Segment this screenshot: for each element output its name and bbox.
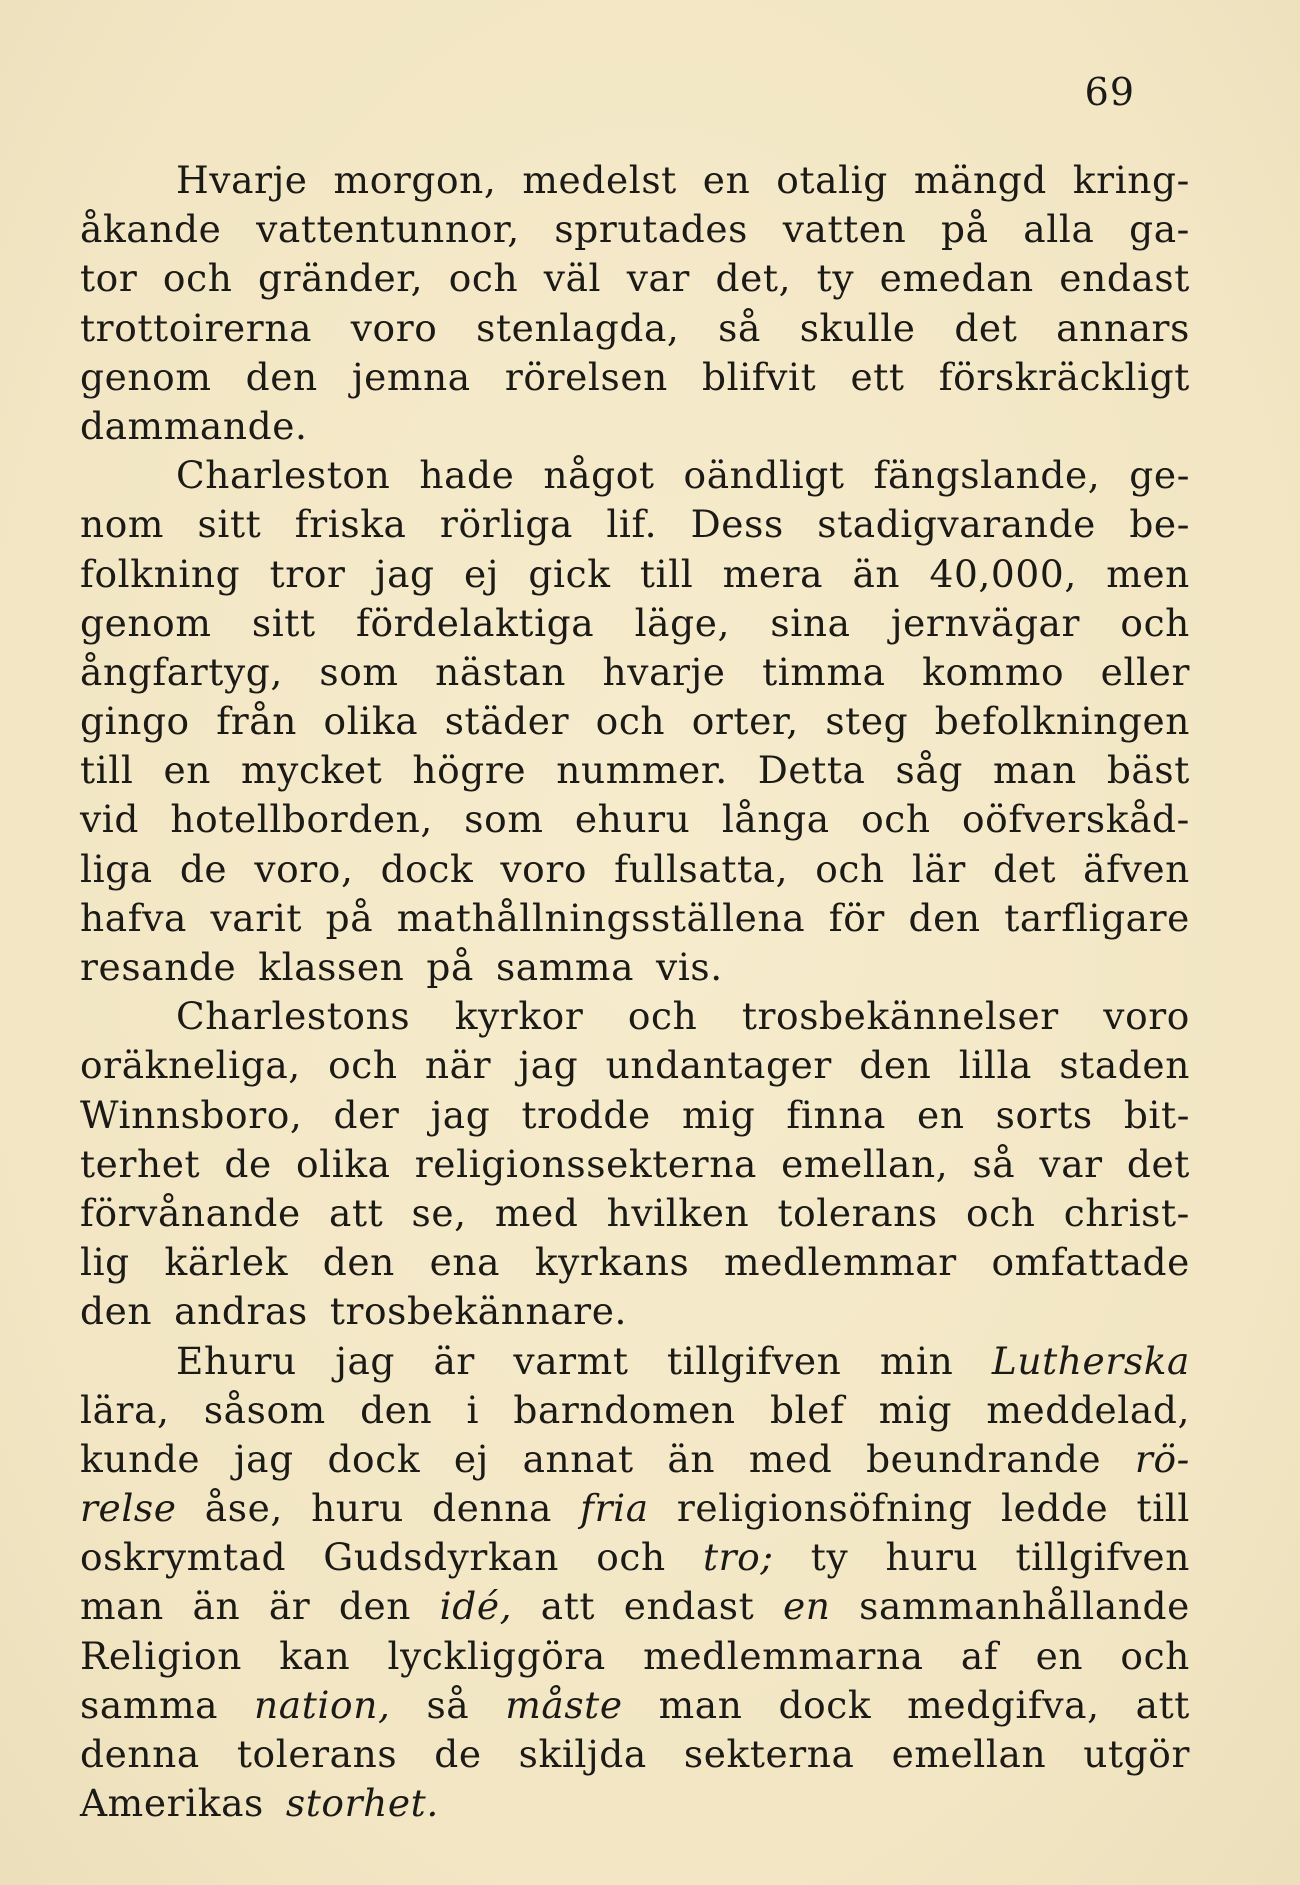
word: en [917,1092,965,1137]
text-line [80,1779,1190,1828]
word: staden [1059,1043,1190,1088]
word: fängslande, [873,453,1101,498]
word: vattentunnor, [256,207,520,252]
word: lilla [958,1043,1033,1088]
word: sprutades [554,207,749,252]
word: att [540,1584,596,1629]
text-line [80,1140,1190,1189]
word: klassen [258,945,405,989]
word: olika [295,1141,391,1186]
text-line [80,156,1190,205]
word: terhet [80,1141,201,1186]
word: denna [80,1732,200,1776]
word: sina [770,600,851,645]
word: genom [80,354,212,399]
word: Ehuru [176,1338,297,1383]
text-line [80,1386,1190,1435]
word: skulle [799,305,916,350]
word: de [179,846,228,891]
word: liga [80,846,153,891]
word: lära, [80,1387,170,1432]
word: och [448,256,519,301]
word: förskräckligt [938,354,1190,399]
text-line [80,599,1190,648]
text-line [80,1632,1190,1681]
word: rörliga [439,502,573,547]
word: till [1136,1486,1190,1531]
word: emellan, [781,1141,949,1186]
word: trosbekännare. [329,1289,628,1334]
word: mängd [913,158,1047,202]
word: den [908,895,981,940]
word: och [861,797,931,842]
italic-word: storhet. [285,1781,439,1826]
word: långa [721,797,830,842]
text-line [80,648,1190,697]
word: alla [1023,207,1095,252]
word: hvilken [606,1190,750,1235]
word: så [972,1141,1016,1186]
word: gränder, [258,256,424,301]
word: resande [80,945,237,989]
word: man [658,1682,743,1727]
word: se, [411,1190,467,1235]
text-line [80,402,1190,451]
word: religionssekterna [414,1141,757,1186]
text-line [80,1337,1190,1386]
text-line [80,697,1190,746]
word: eller [1100,649,1190,694]
word: lär [911,846,966,891]
word: mycket [241,748,383,793]
word: religionsöfning [676,1486,973,1531]
word: den [360,1387,433,1432]
word: och [1120,1633,1190,1678]
word: ge- [1129,453,1190,498]
word: bit- [1123,1092,1190,1137]
text-line [80,304,1190,353]
word: men [1106,551,1190,596]
word: trottoirerna [80,305,313,350]
word: lig [80,1240,130,1285]
word: Dess [690,502,784,547]
word: mera [722,551,824,596]
word: annars [1056,305,1190,350]
word: dock [380,846,474,891]
word: samma [495,945,635,989]
word: af [960,1633,999,1678]
word: det, [715,256,792,301]
word: varmt [513,1338,629,1383]
italic-word: Lutherska [991,1338,1190,1383]
italic-word: nation, [254,1682,391,1727]
word: der [333,1092,400,1137]
word: väl [543,256,602,301]
word: med [748,1436,833,1481]
italic-word: rö- [1134,1436,1190,1481]
word: kyrkans [534,1240,690,1285]
word: till [639,551,694,596]
word: och [965,1190,1036,1235]
word: gick [528,551,611,596]
word: städer [444,699,570,744]
word: barndomen [513,1387,736,1432]
word: jag [518,1043,579,1088]
text-line [80,205,1190,254]
word: Religion [80,1633,242,1678]
word: hvarje [602,649,726,694]
word: man [80,1584,164,1629]
word: kärlek [164,1240,289,1285]
word: trosbekännelser [741,994,1059,1039]
italic-word: relse [80,1486,177,1531]
word: jernvägar [890,600,1081,645]
word: oskrymtad [80,1535,287,1580]
word: något [543,453,655,498]
word: huru [885,1535,979,1580]
word: folkning [80,551,241,596]
word: hafva [80,895,187,940]
word: skiljda [518,1732,647,1776]
word: omfattade [991,1240,1190,1285]
text-line [80,1041,1190,1090]
page-number: 69 [1084,70,1135,114]
word: på [426,945,474,989]
word: ena [429,1240,501,1285]
word: utgör [1083,1732,1190,1776]
word: stenlagda, [476,305,680,350]
text-line [80,254,1190,303]
text-line [80,451,1190,500]
text-line [80,1533,1190,1582]
word: för [828,895,885,940]
word: meddelad, [986,1387,1190,1432]
text-line [80,1730,1190,1779]
word: en [1035,1633,1084,1678]
text-line [80,1582,1190,1631]
word: sammanhållande [859,1584,1190,1629]
word: steg [825,699,909,744]
text-line [80,1484,1190,1533]
text-line [80,500,1190,549]
word: ga- [1129,207,1190,252]
word: fördelaktiga [355,600,595,645]
word: och [596,1535,666,1580]
word: nummer. [556,748,728,793]
word: medlemmarna [643,1633,924,1678]
word: hade [419,453,515,498]
word: en [702,158,751,202]
word: Charlestons [176,994,411,1039]
word: och [595,699,666,744]
text-line [80,1287,1190,1336]
word: stadigvarande [817,502,1096,547]
text-line [80,845,1190,894]
word: befolkningen [934,699,1190,744]
word: rörelsen [504,354,668,399]
word: Winnsboro, [80,1092,303,1137]
word: kan [279,1633,351,1678]
text-line [80,1681,1190,1730]
word: andras [174,1289,308,1334]
word: dock [327,1436,421,1481]
word: voro, [254,846,354,891]
word: som [464,797,544,842]
word: sorts [995,1092,1093,1137]
word: undantager [605,1043,832,1088]
word: högre [412,748,527,793]
word: 40,000, [929,551,1077,596]
word: tillgifven [666,1338,842,1383]
word: dammande. [80,403,308,448]
word: gingo [80,699,190,744]
word: hotellborden, [170,797,433,842]
word: läge, [634,600,731,645]
word: Hvarje [176,158,308,202]
word: tror [269,551,346,596]
word: än [667,1436,716,1481]
word: oräkneliga, [80,1043,301,1088]
word: jemna [351,354,471,399]
word: tillgifven [1015,1535,1190,1580]
word: de [224,1141,272,1186]
word: christ- [1063,1190,1190,1235]
text-line [80,550,1190,599]
word: den [322,1240,395,1285]
word: är [433,1338,475,1383]
word: be- [1129,502,1190,547]
word: Amerikas [80,1781,264,1826]
text-line [80,992,1190,1041]
word: vis. [656,945,723,989]
word: blifvit [702,354,817,399]
word: man [992,748,1077,793]
word: ehuru [574,797,691,842]
word: den [338,1584,412,1629]
body-text [80,156,1190,1828]
italic-word: en [782,1584,831,1629]
word: och [162,256,233,301]
italic-word: tro; [702,1535,774,1580]
word: Gudsdyrkan [323,1535,559,1580]
italic-word: idé, [439,1584,513,1629]
word: annat [522,1436,634,1481]
word: medgifva, [907,1682,1100,1727]
text-line [80,1238,1190,1287]
word: orter, [691,699,799,744]
word: beundrande [866,1436,1102,1481]
word: såsom [203,1387,326,1432]
word: och [328,1043,398,1088]
word: fullsatta, [614,846,789,891]
word: bäst [1106,748,1190,793]
word: jag [233,1436,294,1481]
italic-word: måste [505,1682,623,1727]
word: var [1039,1141,1103,1186]
word: det [954,305,1018,350]
word: sekterna [683,1732,855,1776]
word: emedan [879,256,1034,301]
word: Detta [757,748,866,793]
word: endast [623,1584,755,1629]
word: morgon, [333,158,497,202]
word: och [815,846,885,891]
word: på [325,895,374,940]
word: till [80,748,134,793]
word: förvånande [80,1190,301,1235]
word: i [466,1387,480,1432]
word: var [626,256,690,301]
word: ångfartyg, [80,649,283,694]
word: som [319,649,399,694]
word: ledde [1000,1486,1109,1531]
word: åkande [80,207,222,252]
word: genom [80,600,212,645]
word: när [424,1043,492,1088]
text-line [80,353,1190,402]
word: sitt [197,502,262,547]
word: den [80,1289,153,1334]
word: så [718,305,761,350]
word: såg [895,748,963,793]
word: kring- [1072,158,1190,202]
word: endast [1059,256,1190,301]
word: den [859,1043,932,1088]
word: dock [778,1682,872,1727]
word: vatten [782,207,907,252]
word: tarfligare [1004,895,1190,940]
word: äfven [1083,846,1190,891]
word: än [852,551,901,596]
word: voro [350,305,438,350]
word: tolerans [777,1190,938,1235]
word: min [879,1338,954,1383]
word: lyckliggöra [387,1633,606,1678]
word: huru [311,1486,404,1531]
word: olika [323,699,419,744]
word: ej [453,1436,489,1481]
text-line [80,1189,1190,1238]
word: är [268,1584,311,1629]
word: det [993,846,1057,891]
word: ty [816,256,855,301]
word: än [192,1584,241,1629]
text-line [80,943,1190,992]
word: denna [432,1486,552,1531]
word: voro [500,846,588,891]
word: jag [335,1338,396,1383]
word: på [941,207,989,252]
word: de [434,1732,482,1776]
word: nom [80,502,165,547]
text-line [80,795,1190,844]
word: ej [464,551,500,596]
word: så [426,1682,470,1727]
word: otalig [776,158,888,202]
text-line [80,746,1190,795]
word: trodde [521,1092,651,1137]
word: mig [681,1092,756,1137]
word: medelst [522,158,677,202]
word: tolerans [236,1732,398,1776]
word: oändligt [683,453,845,498]
text-line [80,894,1190,943]
word: och [627,994,698,1039]
word: oöfverskåd- [961,797,1190,842]
word: vid [80,797,139,842]
word: timma [762,649,886,694]
word: voro [1103,994,1190,1039]
text-line [80,1435,1190,1484]
word: blef [769,1387,845,1432]
word: jag [374,551,435,596]
text-line [80,1091,1190,1140]
word: den [245,354,318,399]
word: tor [80,256,138,301]
word: sitt [251,600,316,645]
word: Charleston [176,453,391,498]
word: emellan [891,1732,1047,1776]
word: ty [810,1535,849,1580]
word: lif. [606,502,658,547]
word: det [1126,1141,1190,1186]
word: en [163,748,211,793]
word: medlemmar [724,1240,957,1285]
word: finna [786,1092,886,1137]
word: jag [430,1092,491,1137]
word: med [494,1190,579,1235]
word: kyrkor [454,994,584,1039]
word: nästan [435,649,567,694]
word: och [1120,600,1190,645]
word: ett [850,354,905,399]
word: friska [294,502,407,547]
word: åse, [204,1486,283,1531]
word: att [1135,1682,1190,1727]
word: från [216,699,297,744]
word: kommo [922,649,1065,694]
word: mig [878,1387,953,1432]
italic-word: fria [580,1486,649,1531]
word: att [329,1190,384,1235]
word: varit [210,895,303,940]
word: mathållningsställena [396,895,806,940]
word: kunde [80,1436,201,1481]
word: samma [80,1682,219,1727]
